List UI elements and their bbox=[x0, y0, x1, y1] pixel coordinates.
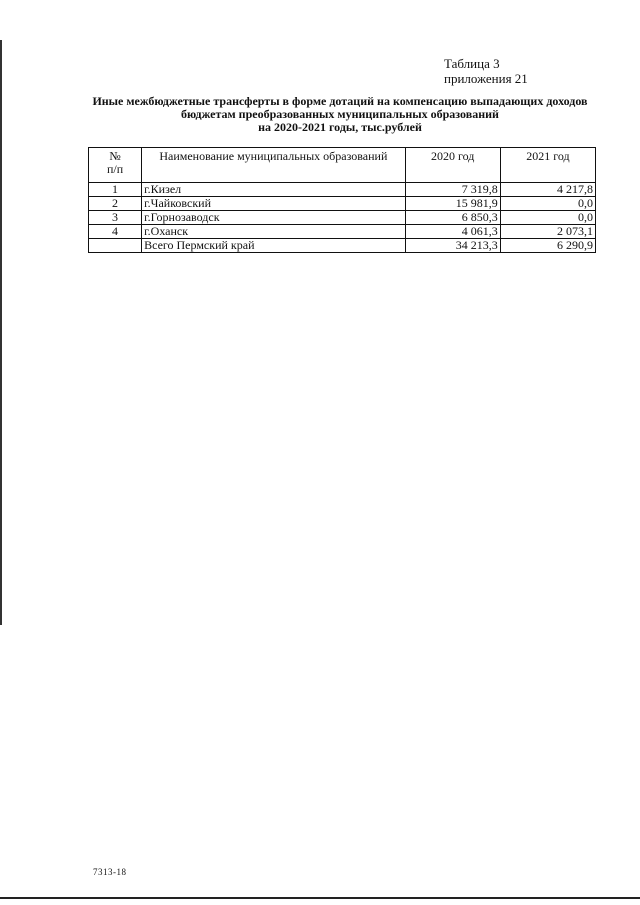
total-2020: 34 213,3 bbox=[405, 239, 500, 253]
value-2020: 15 981,9 bbox=[405, 197, 500, 211]
document-code: 7313-18 bbox=[93, 867, 127, 877]
municipality-name: г.Чайковский bbox=[142, 197, 406, 211]
scan-edge-bottom bbox=[0, 897, 640, 899]
title-line-1: Иные межбюджетные трансферты в форме дотаций на компенсацию выпадающих доходов bbox=[92, 94, 588, 108]
header-number-line-1: № bbox=[109, 149, 121, 163]
value-2020: 6 850,3 bbox=[405, 211, 500, 225]
value-2021: 2 073,1 bbox=[500, 225, 595, 239]
value-2020: 4 061,3 bbox=[405, 225, 500, 239]
value-2021: 4 217,8 bbox=[500, 183, 595, 197]
table-row bbox=[89, 197, 596, 211]
municipality-name: г.Оханск bbox=[142, 225, 406, 239]
value-2021: 0,0 bbox=[500, 197, 595, 211]
header-name: Наименование муниципальных образований bbox=[142, 148, 406, 183]
row-number: 1 bbox=[89, 183, 142, 197]
total-2021: 6 290,9 bbox=[500, 239, 595, 253]
title-line-3: на 2020-2021 годы, тыс.рублей bbox=[258, 120, 422, 134]
row-number: 2 bbox=[89, 197, 142, 211]
transfers-table bbox=[88, 147, 596, 253]
title-line-2: бюджетам преобразованных муниципальных образований bbox=[181, 107, 499, 121]
table-title bbox=[80, 95, 600, 134]
appendix-number: приложения 21 bbox=[444, 71, 528, 86]
table-reference bbox=[444, 56, 528, 86]
table-row bbox=[89, 211, 596, 225]
table-row bbox=[89, 225, 596, 239]
municipality-name: г.Кизел bbox=[142, 183, 406, 197]
scan-edge-left bbox=[0, 40, 2, 625]
table-header-row bbox=[89, 148, 596, 183]
header-number bbox=[89, 148, 142, 183]
total-number bbox=[89, 239, 142, 253]
table-number: Таблица 3 bbox=[444, 56, 500, 71]
table-row bbox=[89, 183, 596, 197]
header-2020: 2020 год bbox=[405, 148, 500, 183]
value-2020: 7 319,8 bbox=[405, 183, 500, 197]
total-label: Всего Пермский край bbox=[142, 239, 406, 253]
header-2021: 2021 год bbox=[500, 148, 595, 183]
table-total-row bbox=[89, 239, 596, 253]
header-number-line-2: п/п bbox=[106, 162, 124, 176]
municipality-name: г.Горнозаводск bbox=[142, 211, 406, 225]
row-number: 3 bbox=[89, 211, 142, 225]
row-number: 4 bbox=[89, 225, 142, 239]
value-2021: 0,0 bbox=[500, 211, 595, 225]
